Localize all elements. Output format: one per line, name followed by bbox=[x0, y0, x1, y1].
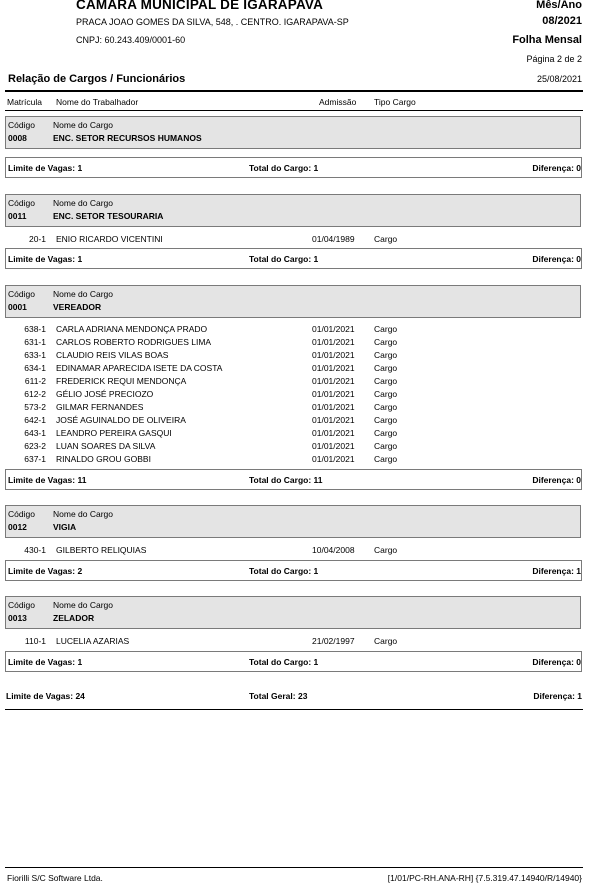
cargo-nome: ZELADOR bbox=[53, 613, 95, 623]
employee-tipo: Cargo bbox=[374, 350, 398, 360]
org-name: CAMARA MUNICIPAL DE IGARAPAVA bbox=[76, 0, 324, 12]
employee-tipo: Cargo bbox=[374, 545, 398, 555]
cargo-summary bbox=[5, 157, 582, 178]
report-type: Folha Mensal bbox=[512, 34, 582, 46]
grand-limite-vagas: Limite de Vagas: 24 bbox=[6, 691, 85, 701]
limite-vagas: Limite de Vagas: 2 bbox=[8, 566, 83, 576]
employee-name: LUCELIA AZARIAS bbox=[56, 636, 130, 646]
cargo-summary bbox=[5, 560, 582, 581]
employee-name: LUAN SOARES DA SILVA bbox=[56, 441, 156, 451]
limite-vagas: Limite de Vagas: 1 bbox=[8, 657, 83, 667]
employee-matricula: 638-1 bbox=[24, 324, 46, 334]
cargo-header bbox=[5, 505, 581, 538]
employee-admissao: 01/01/2021 bbox=[312, 337, 355, 347]
col-nome: Nome do Trabalhador bbox=[56, 97, 139, 107]
employee-row bbox=[0, 545, 591, 558]
employee-tipo: Cargo bbox=[374, 376, 398, 386]
grand-total-geral: Total Geral: 23 bbox=[249, 691, 308, 701]
employee-admissao: 01/01/2021 bbox=[312, 376, 355, 386]
employee-row bbox=[0, 234, 591, 247]
employee-tipo: Cargo bbox=[374, 636, 398, 646]
employee-admissao: 21/02/1997 bbox=[312, 636, 355, 646]
employee-name: GILMAR FERNANDES bbox=[56, 402, 144, 412]
nome-cargo-label: Nome do Cargo bbox=[53, 509, 114, 519]
total-cargo: Total do Cargo: 1 bbox=[249, 657, 319, 667]
cargo-codigo: 0008 bbox=[8, 133, 27, 143]
employee-tipo: Cargo bbox=[374, 441, 398, 451]
employee-name: RINALDO GROU GOBBI bbox=[56, 454, 151, 464]
col-tipo: Tipo Cargo bbox=[374, 97, 416, 107]
cargo-summary bbox=[5, 651, 582, 672]
codigo-label: Código bbox=[8, 198, 35, 208]
cargo-header bbox=[5, 194, 581, 227]
employee-matricula: 612-2 bbox=[24, 389, 46, 399]
nome-cargo-label: Nome do Cargo bbox=[53, 120, 114, 130]
cargo-header bbox=[5, 116, 581, 149]
limite-vagas: Limite de Vagas: 1 bbox=[8, 254, 83, 264]
page-number: Página 2 de 2 bbox=[526, 54, 582, 64]
employee-row bbox=[0, 402, 591, 415]
employee-tipo: Cargo bbox=[374, 363, 398, 373]
employee-admissao: 01/01/2021 bbox=[312, 454, 355, 464]
employee-tipo: Cargo bbox=[374, 415, 398, 425]
codigo-label: Código bbox=[8, 600, 35, 610]
employee-row bbox=[0, 363, 591, 376]
nome-cargo-label: Nome do Cargo bbox=[53, 198, 114, 208]
employee-matricula: 631-1 bbox=[24, 337, 46, 347]
cargo-codigo: 0001 bbox=[8, 302, 27, 312]
column-divider bbox=[5, 110, 583, 111]
mes-ano-label: Mês/Ano bbox=[536, 0, 582, 11]
nome-cargo-label: Nome do Cargo bbox=[53, 289, 114, 299]
employee-matricula: 110-1 bbox=[24, 636, 46, 646]
cargo-codigo: 0013 bbox=[8, 613, 27, 623]
codigo-label: Código bbox=[8, 509, 35, 519]
grand-diferenca: Diferença: 1 bbox=[533, 691, 582, 701]
employee-tipo: Cargo bbox=[374, 402, 398, 412]
employee-tipo: Cargo bbox=[374, 337, 398, 347]
employee-name: GÉLIO JOSÉ PRECIOZO bbox=[56, 389, 154, 399]
employee-tipo: Cargo bbox=[374, 428, 398, 438]
report-date: 25/08/2021 bbox=[536, 74, 582, 84]
employee-admissao: 01/01/2021 bbox=[312, 324, 355, 334]
employee-tipo: Cargo bbox=[374, 454, 398, 464]
employee-row bbox=[0, 324, 591, 337]
header-divider bbox=[5, 90, 583, 92]
limite-vagas: Limite de Vagas: 1 bbox=[8, 163, 83, 173]
employee-tipo: Cargo bbox=[374, 324, 398, 334]
diferenca: Diferença: 0 bbox=[532, 254, 581, 264]
employee-name: LEANDRO PEREIRA GASQUI bbox=[56, 428, 172, 438]
cargo-codigo: 0012 bbox=[8, 522, 27, 532]
limite-vagas: Limite de Vagas: 11 bbox=[8, 475, 87, 485]
employee-admissao: 01/01/2021 bbox=[312, 363, 355, 373]
employee-name: CLAUDIO REIS VILAS BOAS bbox=[56, 350, 169, 360]
employee-matricula: 642-1 bbox=[24, 415, 46, 425]
cargo-summary bbox=[5, 469, 582, 490]
employee-matricula: 611-2 bbox=[24, 376, 46, 386]
employee-matricula: 430-1 bbox=[24, 545, 46, 555]
diferenca: Diferença: 1 bbox=[532, 566, 581, 576]
diferenca: Diferença: 0 bbox=[532, 475, 581, 485]
total-cargo: Total do Cargo: 11 bbox=[249, 475, 323, 485]
employee-name: FREDERICK REQUI MENDONÇA bbox=[56, 376, 187, 386]
employee-admissao: 01/01/2021 bbox=[312, 441, 355, 451]
diferenca: Diferença: 0 bbox=[532, 163, 581, 173]
employee-name: EDINAMAR APARECIDA ISETE DA COSTA bbox=[56, 363, 223, 373]
footer-divider bbox=[5, 867, 583, 868]
employee-name: CARLA ADRIANA MENDONÇA PRADO bbox=[56, 324, 208, 334]
employee-row bbox=[0, 350, 591, 363]
employee-name: ENIO RICARDO VICENTINI bbox=[56, 234, 163, 244]
employee-admissao: 10/04/2008 bbox=[312, 545, 355, 555]
diferenca: Diferença: 0 bbox=[532, 657, 581, 667]
cargo-codigo: 0011 bbox=[8, 211, 27, 221]
cargo-header bbox=[5, 285, 581, 318]
employee-row bbox=[0, 337, 591, 350]
employee-row bbox=[0, 441, 591, 454]
employee-admissao: 01/01/2021 bbox=[312, 402, 355, 412]
codigo-label: Código bbox=[8, 289, 35, 299]
employee-row bbox=[0, 428, 591, 441]
mes-ano-value: 08/2021 bbox=[542, 15, 582, 27]
employee-matricula: 633-1 bbox=[24, 350, 46, 360]
employee-admissao: 01/01/2021 bbox=[312, 428, 355, 438]
employee-admissao: 01/01/2021 bbox=[312, 415, 355, 425]
cargo-nome: ENC. SETOR TESOURARIA bbox=[53, 211, 164, 221]
org-cnpj: CNPJ: 60.243.409/0001-60 bbox=[76, 35, 186, 45]
employee-row bbox=[0, 389, 591, 402]
total-cargo: Total do Cargo: 1 bbox=[249, 254, 319, 264]
employee-matricula: 643-1 bbox=[24, 428, 46, 438]
total-cargo: Total do Cargo: 1 bbox=[249, 163, 319, 173]
nome-cargo-label: Nome do Cargo bbox=[53, 600, 114, 610]
org-address: PRACA JOAO GOMES DA SILVA, 548, . CENTRO. IGARAPAVA-SP bbox=[76, 17, 349, 27]
employee-admissao: 01/04/1989 bbox=[312, 234, 355, 244]
employee-row bbox=[0, 636, 591, 649]
employee-tipo: Cargo bbox=[374, 389, 398, 399]
cargo-nome: ENC. SETOR RECURSOS HUMANOS bbox=[53, 133, 202, 143]
employee-matricula: 634-1 bbox=[24, 363, 46, 373]
cargo-nome: VIGIA bbox=[53, 522, 77, 532]
employee-admissao: 01/01/2021 bbox=[312, 350, 355, 360]
employee-tipo: Cargo bbox=[374, 234, 398, 244]
footer-company: Fiorilli S/C Software Ltda. bbox=[7, 873, 103, 883]
report-title: Relação de Cargos / Funcionários bbox=[8, 73, 186, 85]
cargo-summary bbox=[5, 248, 582, 269]
employee-row bbox=[0, 454, 591, 467]
employee-row bbox=[0, 376, 591, 389]
employee-row bbox=[0, 415, 591, 428]
employee-name: CARLOS ROBERTO RODRIGUES LIMA bbox=[56, 337, 212, 347]
cargo-header bbox=[5, 596, 581, 629]
col-matricula: Matrícula bbox=[7, 97, 42, 107]
grand-total-divider bbox=[5, 709, 583, 710]
col-admissao: Admissão bbox=[319, 97, 357, 107]
employee-name: JOSÉ AGUINALDO DE OLIVEIRA bbox=[56, 415, 186, 425]
cargo-nome: VEREADOR bbox=[53, 302, 102, 312]
employee-matricula: 637-1 bbox=[24, 454, 46, 464]
footer-code: [1/01/PC-RH.ANA-RH] {7.5.319.47.14940/R/14940} bbox=[387, 873, 582, 883]
employee-matricula: 20-1 bbox=[28, 234, 46, 244]
employee-name: GILBERTO RELIQUIAS bbox=[56, 545, 147, 555]
employee-admissao: 01/01/2021 bbox=[312, 389, 355, 399]
employee-matricula: 573-2 bbox=[24, 402, 46, 412]
codigo-label: Código bbox=[8, 120, 35, 130]
employee-matricula: 623-2 bbox=[24, 441, 46, 451]
total-cargo: Total do Cargo: 1 bbox=[249, 566, 319, 576]
